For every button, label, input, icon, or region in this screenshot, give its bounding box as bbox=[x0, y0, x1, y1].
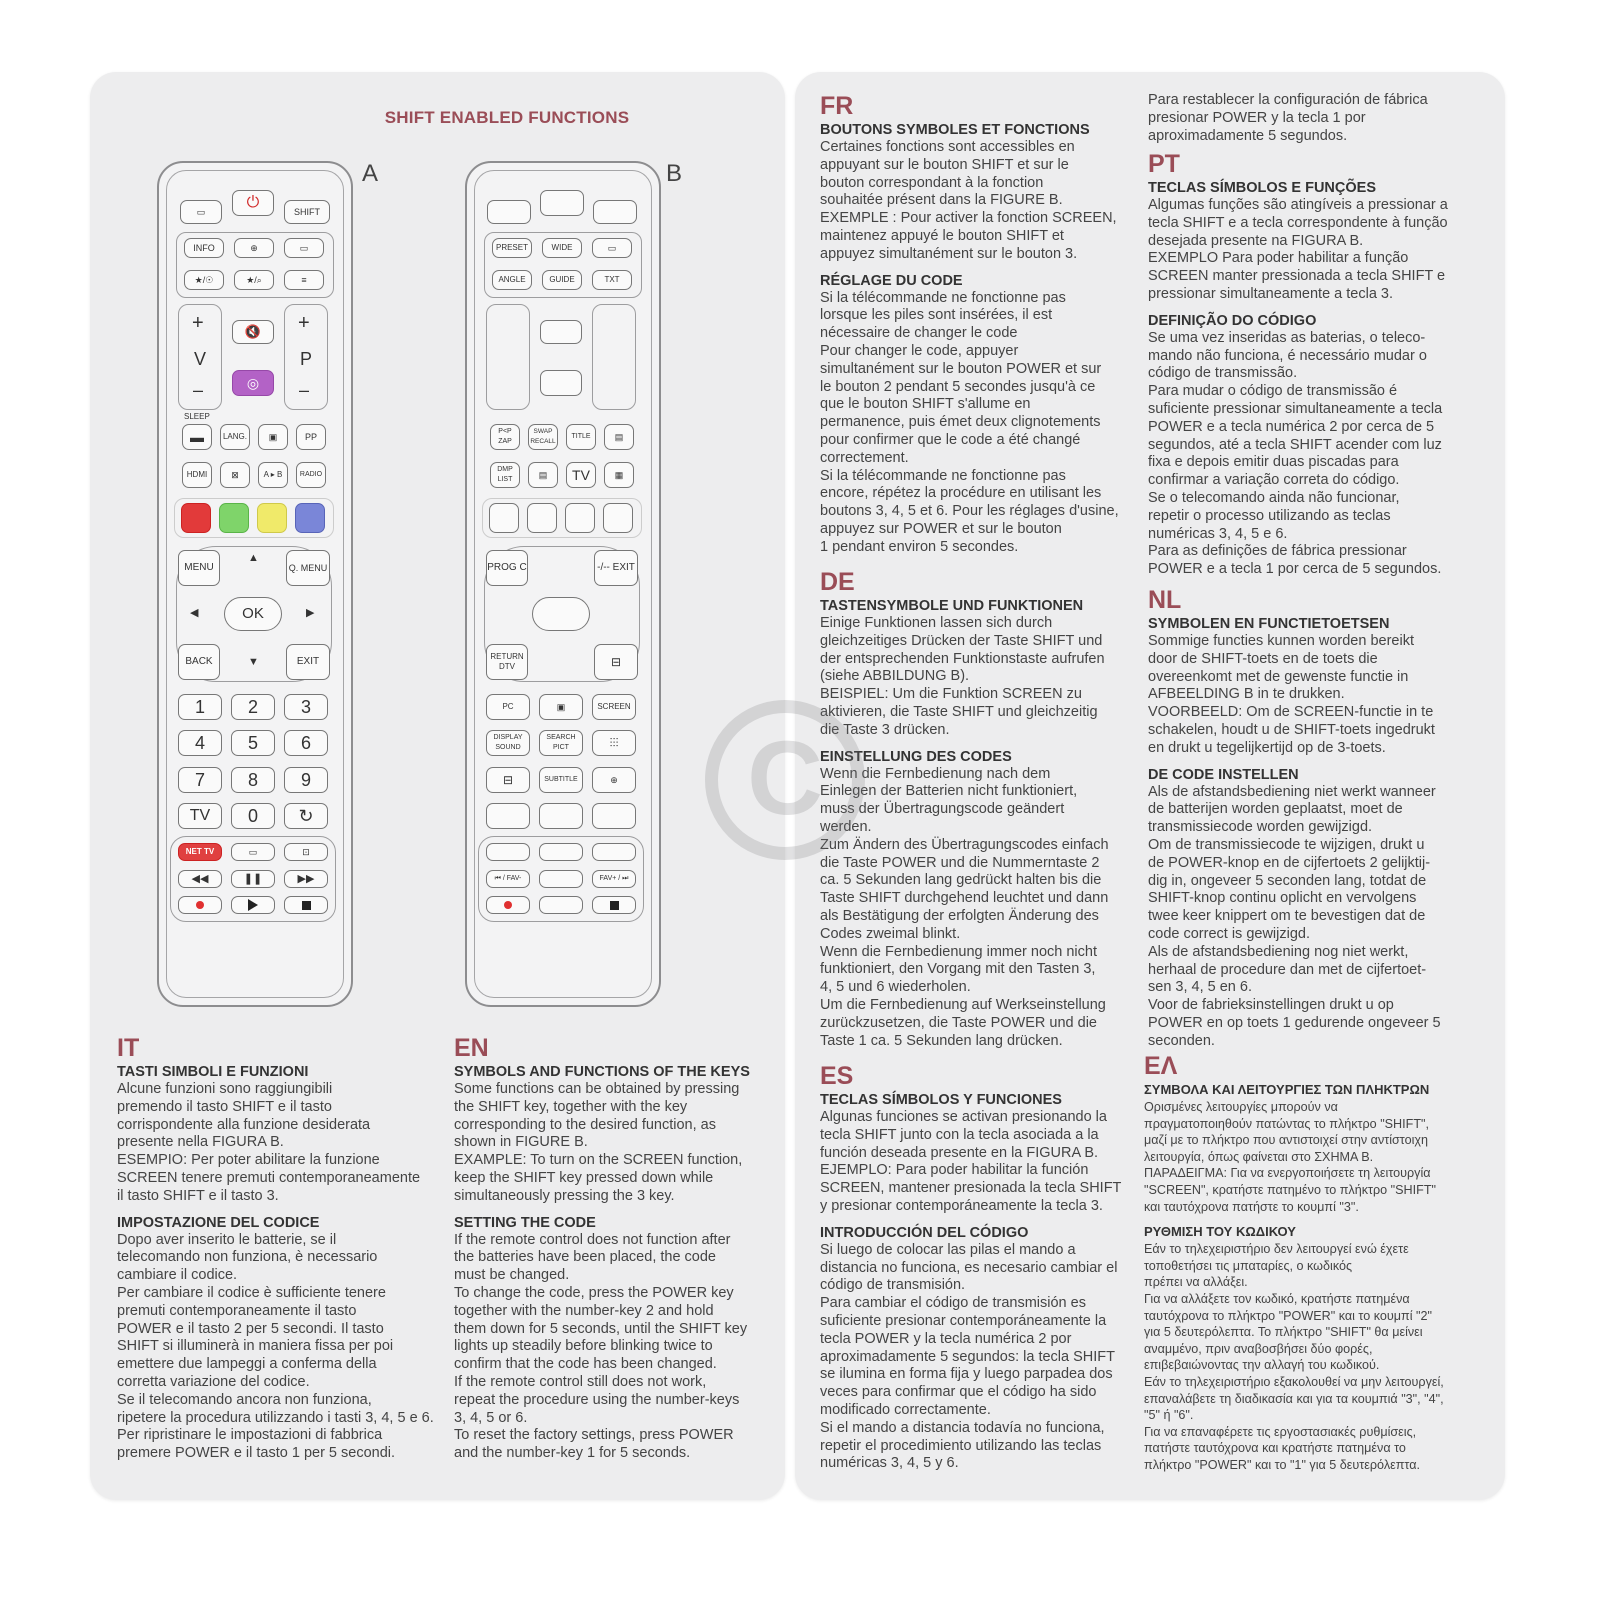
number-3-key: 3 bbox=[284, 694, 328, 720]
play-icon bbox=[231, 896, 275, 914]
txt-key: TXT bbox=[592, 270, 632, 290]
blank-ok-key bbox=[532, 597, 590, 631]
shift-functions-title: SHIFT ENABLED FUNCTIONS bbox=[384, 108, 630, 127]
blank-key bbox=[540, 320, 582, 344]
record-icon bbox=[178, 896, 222, 914]
tv-key: TV bbox=[178, 803, 222, 829]
section-text: Si luego de colocar las pilas el mando a distancia no funciona, es necesario cambiar el código de transmisión. Para cambiar el código de transmisión es suficiente presionar contemporáneamente la tecla POWER y la tecla numérica 2 por aproximadamente 5 segundos: la tecla SHIFT se ilumina en forma fija y luego parpadea dos veces para confirmar que el código ha sido modificado correctamente. Si el mando a distancia todavía no funciona, repetir el procedimiento utilizando las teclas numéricas 3, 4, 5 y 6. bbox=[820, 1241, 1118, 1472]
blank-key bbox=[592, 843, 636, 861]
arrow-up-icon: ▲ bbox=[248, 552, 259, 564]
info-screen-icon: ▤ bbox=[528, 462, 558, 488]
radio-key: RADIO bbox=[296, 462, 326, 488]
section-text: Some functions can be obtained by pressing the SHIFT key, together with the key corresponding to the desired function, as shown in FIGURE B. EXAMPLE: To turn on the SCREEN function, keep the SHIFT key pressed down while simultaneously pressing the 3 key. bbox=[454, 1081, 743, 1204]
section-it bbox=[117, 1034, 442, 1463]
net-tv-key: NET TV bbox=[178, 843, 222, 861]
lang-code: IT bbox=[117, 1034, 140, 1062]
number-7-key: 7 bbox=[178, 767, 222, 793]
section-text: Se uma vez inseridas as baterias, o teleco- mando não funciona, é necessário mudar o código de transmissão. Para mudar o código de transmissão é suficiente pressionar simultaneamente a tecla POWER e a tecla numérica 2 por cerca de 5 segundos, até a tecla SHIFT acender com luz fixa e depois emitir duas piscadas para confirmar a variação correta do código. Se o telecomando ainda não funcionar, repetir o processo utilizando as teclas numéricas 3, 4, 5 e 6. Para as definições de fábrica pressionar POWER e a tecla 1 por cerca de 5 segundos. bbox=[1148, 329, 1443, 578]
section-nl bbox=[1148, 586, 1478, 1051]
green-key bbox=[219, 503, 249, 533]
return-dtv-key: RETURN DTV bbox=[486, 644, 528, 680]
blank-key bbox=[540, 190, 584, 216]
tv-b-key: TV bbox=[566, 462, 596, 488]
sleep-label: SLEEP bbox=[184, 412, 210, 421]
section-text: Alcune funzioni sono raggiungibili premendo il tasto SHIFT e il tasto corrispondente alla funzione desiderata presente nella FIGURA B. ESEMPIO: Per poter abilitare la funzione SCREEN tenere premuti contemporaneamente il tasto SHIFT e il tasto 3. bbox=[117, 1081, 421, 1204]
picture-icon: ▤ bbox=[604, 424, 634, 450]
section-text: If the remote control does not function after the batteries have been placed, the code must be changed. To change the code, press the POWER key together with the number-key 2 and hold them down for 5 seconds, until the SHIFT key lights up steadily before blinking twice to confirm that the code has been changed. If the remote control still does not work, repeat the procedure using the number-keys 3, 4, 5 or 6. To reset the factory settings, press POWER and the number-key 1 for 5 seconds. bbox=[454, 1231, 748, 1462]
figure-b-label: B bbox=[666, 160, 683, 187]
program-plus: + bbox=[298, 312, 310, 334]
ab-key: A ▸ B bbox=[258, 462, 288, 488]
section-heading: ΣΥΜΒΟΛΑ ΚΑΙ ΛΕΙΤΟΥΡΓΙΕΣ ΤΩΝ ΠΛΗΚΤΡΩΝ bbox=[1144, 1082, 1430, 1097]
section-text: Para restablecer la configuración de fábrica presionar POWER y la tecla 1 por aproximadamente 5 segundos. bbox=[1148, 92, 1428, 144]
number-2-key: 2 bbox=[231, 694, 275, 720]
section-subheading: INTRODUCCIÓN DEL CÓDIGO bbox=[820, 1224, 1029, 1241]
arrow-left-icon: ◀ bbox=[190, 607, 199, 619]
tv-source-icon: ▭ bbox=[180, 200, 222, 224]
lang-code: PT bbox=[1148, 150, 1180, 178]
title-key: TITLE bbox=[566, 424, 596, 450]
teletext-icon: ≡ bbox=[284, 270, 324, 290]
section-heading: BOUTONS SYMBOLES ET FONCTIONS bbox=[820, 122, 1090, 138]
section-text: Algumas funções são atingíveis a pressionar a tecla SHIFT e a tecla correspondente à função desejada presente na FIGURA B. EXEMPLO Para poder habilitar a função SCREEN manter pressionada a tecla SHIFT e pressionar simultaneamente a tecla 3. bbox=[1148, 197, 1448, 302]
folder-icon: ▭ bbox=[592, 238, 632, 258]
section-text: Wenn die Fernbedienung nach dem Einlegen der Batterien nicht funktioniert, muss der Übertragungscode geändert werden. Zum Ändern des Übertragungscodes einfach die Taste POWER und die Nummerntaste 2 ca. 5 Sekunden lang gedrückt halten bis die Taste SHIFT durchgehend leuchtet und dann als Bestätigung der erfolgten Änderung des Codes zweimal blinkt. Wenn die Fernbedienung immer noch nicht funktioniert, den Vorgang mit den Tasten 3, 4, 5 und 6 wiederholen. Um die Fernbedienung auf Werkseinstellung zurückzusetzen, die Taste POWER und die Taste 1 ca. 5 Sekunden lang drücken. bbox=[820, 765, 1109, 1049]
section-heading: TASTENSYMBOLE UND FUNKTIONEN bbox=[820, 598, 1084, 614]
lang-code: DE bbox=[820, 568, 855, 596]
guide-key: GUIDE bbox=[542, 270, 582, 290]
number-6-key: 6 bbox=[284, 730, 328, 756]
number-1-key: 1 bbox=[178, 694, 222, 720]
section-heading: TASTI SIMBOLI E FUNZIONI bbox=[117, 1064, 309, 1080]
section-subheading: SETTING THE CODE bbox=[454, 1214, 596, 1231]
globe-icon: ⊕ bbox=[234, 238, 274, 258]
tv-icon: ▭ bbox=[284, 238, 324, 258]
blank-key bbox=[565, 503, 595, 533]
wide-key: WIDE bbox=[542, 238, 582, 258]
exit-key: EXIT bbox=[286, 644, 330, 680]
power-icon: ⏻ bbox=[232, 190, 274, 216]
section-de bbox=[820, 568, 1140, 1050]
program-label: P bbox=[300, 349, 313, 369]
bed-icon: ▬ bbox=[182, 424, 212, 450]
number-4-key: 4 bbox=[178, 730, 222, 756]
section-es-continued bbox=[1148, 92, 1478, 145]
lang-key: LANG. bbox=[220, 424, 250, 450]
section-text: Si la télécommande ne fonctionne pas lorsque les piles sont insérées, il est nécessaire de changer le code Pour changer le code, appuyer simultanément sur le bouton POWER et sur le bouton 2 pendant 5 secondes jusqu'à ce que le bouton SHIFT s'allume en permanence, puis émet deux clignotements pour confirmer que le code a été changé correctement. Si la télécommande ne fonctionne pas encore, répétez la procédure en utilisant les boutons 3, 4, 5 et 6. Pour les réglages d'usine, appuyez sur POWER et sur le bouton 1 pendant environ 5 secondes. bbox=[820, 289, 1119, 555]
number-0-key: 0 bbox=[231, 803, 275, 829]
stop-icon bbox=[592, 896, 636, 914]
section-heading: SYMBOLS AND FUNCTIONS OF THE KEYS bbox=[454, 1064, 750, 1080]
pp-zap-key: P<P ZAP bbox=[490, 424, 520, 450]
star-icon: ★/☉ bbox=[184, 270, 224, 290]
blank-key bbox=[486, 843, 530, 861]
volume-label: V bbox=[194, 349, 207, 369]
info-key: INFO bbox=[184, 238, 224, 258]
smart-key-icon: ◎ bbox=[232, 370, 274, 396]
subtitle-icon: ▭ bbox=[231, 843, 275, 861]
ok-key: OK bbox=[224, 597, 282, 631]
red-key bbox=[181, 503, 211, 533]
section-heading: TECLAS SÍMBOLOS Y FUNCIONES bbox=[820, 1092, 1062, 1108]
fast-forward-icon: ▶▶ bbox=[284, 870, 328, 888]
number-8-key: 8 bbox=[231, 767, 275, 793]
section-el bbox=[1144, 1052, 1479, 1473]
exit-b-key: -/-- EXIT bbox=[594, 550, 638, 586]
prog-c-key: PROG C bbox=[486, 550, 528, 586]
number-9-key: 9 bbox=[284, 767, 328, 793]
blank-key bbox=[486, 803, 530, 829]
lang-code: FR bbox=[820, 92, 854, 120]
blank-rocker bbox=[592, 304, 636, 410]
camera-icon: ▣ bbox=[258, 424, 288, 450]
blank-rocker bbox=[486, 304, 530, 410]
section-en bbox=[454, 1034, 774, 1463]
section-heading: SYMBOLEN EN FUNCTIETOETSEN bbox=[1148, 616, 1390, 632]
blank-key bbox=[539, 896, 583, 914]
lang-code: NL bbox=[1148, 586, 1182, 614]
q-menu-key: Q. MENU bbox=[286, 550, 330, 586]
layout-icon: ▦ bbox=[604, 462, 634, 488]
move-icon: ⊕ bbox=[592, 767, 636, 793]
section-text: Sommige functies kunnen worden bereikt door de SHIFT-toets en de toets die overeenkomt met de gewenste functie in AFBEELDING B in te drukken. VOORBEELD: Om de SCREEN-functie in te schakelen, houdt u de SHIFT-toets ingedrukt en drukt u tegelijkertijd op de 3-toets. bbox=[1148, 633, 1435, 756]
back-key: BACK bbox=[178, 644, 220, 680]
preset-key: PRESET bbox=[492, 238, 532, 258]
zoom-icon: ⊠ bbox=[220, 462, 250, 488]
volume-minus: – bbox=[193, 380, 204, 400]
record-icon bbox=[486, 896, 530, 914]
section-subheading: DE CODE INSTELLEN bbox=[1148, 766, 1299, 783]
blank-key bbox=[592, 803, 636, 829]
section-fr bbox=[820, 92, 1140, 557]
section-subheading: IMPOSTAZIONE DEL CODICE bbox=[117, 1214, 320, 1231]
blank-key bbox=[539, 803, 583, 829]
menu-key: MENU bbox=[178, 550, 220, 586]
shift-key: SHIFT bbox=[284, 200, 330, 224]
blank-key bbox=[593, 200, 637, 224]
lang-code: ES bbox=[820, 1062, 854, 1090]
ex-icon: ⊟ bbox=[486, 767, 530, 793]
search-pict-key: SEARCH PICT bbox=[539, 730, 583, 756]
section-heading: TECLAS SÍMBOLOS E FUNÇÕES bbox=[1148, 180, 1376, 196]
pc-key: PC bbox=[486, 694, 530, 720]
share-icon: ⊡ bbox=[284, 843, 328, 861]
fav-minus-key: ⏮ / FAV- bbox=[486, 870, 530, 888]
section-es bbox=[820, 1062, 1140, 1473]
angle-key: ANGLE bbox=[492, 270, 532, 290]
blank-key bbox=[539, 870, 583, 888]
screen-key: SCREEN bbox=[592, 694, 636, 720]
arrow-right-icon: ▶ bbox=[306, 607, 315, 619]
epg-icon: ⊟ bbox=[594, 644, 638, 680]
arrow-down-icon: ▼ bbox=[248, 656, 259, 668]
section-subheading: EINSTELLUNG DES CODES bbox=[820, 748, 1012, 765]
rewind-icon: ◀◀ bbox=[178, 870, 222, 888]
subtitle-key: SUBTITLE bbox=[539, 767, 583, 793]
section-text: Ορισμένες λειτουργίες μπορούν να πραγματοποιηθούν πατώντας το πλήκτρο "SHIFT", μαζί με το πλήκτρο που αντιστοιχεί στην αντίστοιχη λειτουργία, όπως φαίνεται στο ΣΧΗΜΑ Β. ΠΑΡΑΔΕΙΓΜΑ: Για να ενεργοποιήσετε τη λειτουργία "SCREEN", κρατήστε πατημένο το πλήκτρο "SHIFT" και ταυτόχρονα πατήστε το κουμπί "3". bbox=[1144, 1100, 1436, 1214]
section-text: Algunas funciones se activan presionando la tecla SHIFT junto con la tecla asociada a la función deseada presente en la FIGURA B. EJEMPLO: Para poder habilitar la función SCREEN, mantener presionada la tecla SHIFT y presionar contemporáneamente la tecla 3. bbox=[820, 1109, 1122, 1214]
star-search-icon: ★/⌕ bbox=[234, 270, 274, 290]
equalizer-icon: ⫶⫶⫶ bbox=[592, 730, 636, 756]
lang-code: EN bbox=[454, 1034, 489, 1062]
refresh-icon: ↻ bbox=[284, 803, 328, 829]
section-text: Εάν το τηλεχειριστήριο δεν λειτουργεί ενώ έχετε τοποθετήσει τις μπαταρίες, ο κωδικός πρέπει να αλλάξει. Για να αλλάξετε τον κωδικό, κρατήστε πατημένα ταυτόχρονα το πλήκτρο "POWER" και το κουμπί "2" για 5 δευτερόλεπτα. Το πλήκτρο "SHIFT" θα μείνει αναμμένο, πριν αναβοσβήσει δύο φορές, επιβεβαιώνοντας την αλλαγή του κωδικού. Εάν το τηλεχειριστήριο εξακολουθεί να μην λειτουργεί, επαναλάβετε τη διαδικασία και για τα κουμπιά "3", "4", "5" ή "6". Για να επαναφέρετε τις εργοστασιακές ρυθμίσεις, πατήστε ταυτόχρονα και κρατήστε πατημένα το πλήκτρο "POWER" και το "1" για 5 δευτερόλεπτα. bbox=[1144, 1242, 1444, 1472]
number-5-key: 5 bbox=[231, 730, 275, 756]
display-sound-key: DISPLAY SOUND bbox=[486, 730, 530, 756]
hdmi-key: HDMI bbox=[182, 462, 212, 488]
section-subheading: ΡΥΘΜΙΣΗ ΤΟΥ ΚΩΔΙΚΟΥ bbox=[1144, 1224, 1296, 1240]
blank-key bbox=[540, 370, 582, 396]
stop-icon bbox=[284, 896, 328, 914]
mute-icon: 🔇 bbox=[232, 320, 274, 344]
program-minus: – bbox=[299, 380, 310, 400]
dmp-list-key: DMP LIST bbox=[490, 462, 520, 488]
blank-key bbox=[603, 503, 633, 533]
blank-key bbox=[487, 200, 531, 224]
swap-recall-key: SWAP RECALL bbox=[528, 424, 558, 450]
blank-key bbox=[527, 503, 557, 533]
yellow-key bbox=[257, 503, 287, 533]
screen-mode-icon: ▣ bbox=[539, 694, 583, 720]
figure-a-label: A bbox=[362, 160, 379, 187]
blank-key bbox=[539, 843, 583, 861]
copyright-watermark-icon: C bbox=[705, 700, 865, 860]
section-text: Dopo aver inserito le batterie, se il telecomando non funziona, è necessario cambiare il codice. Per cambiare il codice è sufficiente tenere premuti contemporaneamente il tasto POWER e il tasto 2 per 5 secondi. Il tasto SHIFT si illuminerà in maniera fissa per poi emettere due lampeggi a conferma della corretta variazione del codice. Se il telecomando ancora non funziona, ripetere la procedura utilizzando i tasti 3, 4, 5 e 6. Per ripristinare le impostazioni di fabbrica premere POWER e il tasto 1 per 5 secondi. bbox=[117, 1231, 434, 1462]
section-text: Einige Funktionen lassen sich durch gleichzeitiges Drücken der Taste SHIFT und der entsprechenden Funktionstaste aufrufen (siehe ABBILDUNG B). BEISPIEL: Um die Funktion SCREEN zu aktivieren, die Taste SHIFT und gleichzeitig die Taste 3 drücken. bbox=[820, 615, 1105, 738]
section-subheading: DEFINIÇÃO DO CÓDIGO bbox=[1148, 312, 1317, 329]
pause-icon: ❚❚ bbox=[231, 870, 275, 888]
blank-key bbox=[489, 503, 519, 533]
section-text: Als de afstandsbediening niet werkt wanneer de batterijen worden geplaatst, moet de transmissiecode worden gewijzigd. Om de transmissiecode te wijzigen, drukt u de POWER-knop en de cijfertoets 2 gelijktij- dig in, ongeveer 5 seconden lang, totdat de SHIFT-knop continu oplicht en vervolgens twee keer knippert om te bevestigen dat de code correct is gewijzigd. Als de afstandsbediening nog niet werkt, herhaal de procedure dan met de cijfertoet- sen 3, 4, 5 en 6. Voor de fabrieksinstellingen drukt u op POWER en op toets 1 gedurende ongeveer 5 seconden. bbox=[1148, 783, 1441, 1049]
blue-key bbox=[295, 503, 325, 533]
pp-key: PP bbox=[296, 424, 326, 450]
section-text: Certaines fonctions sont accessibles en appuyant sur le bouton SHIFT et sur le bouton correspondant à la fonction souhaitée présent dans la FIGURE B. EXEMPLE : Pour activer la fonction SCREEN, maintenez appuyé le bouton SHIFT et appuyez simultanément sur le bouton 3. bbox=[820, 139, 1117, 262]
volume-plus: + bbox=[192, 312, 204, 334]
lang-code: ΕΛ bbox=[1144, 1052, 1178, 1080]
section-pt bbox=[1148, 150, 1478, 579]
fav-plus-key: FAV+ / ⏭ bbox=[592, 870, 636, 888]
section-subheading: RÉGLAGE DU CODE bbox=[820, 272, 963, 289]
